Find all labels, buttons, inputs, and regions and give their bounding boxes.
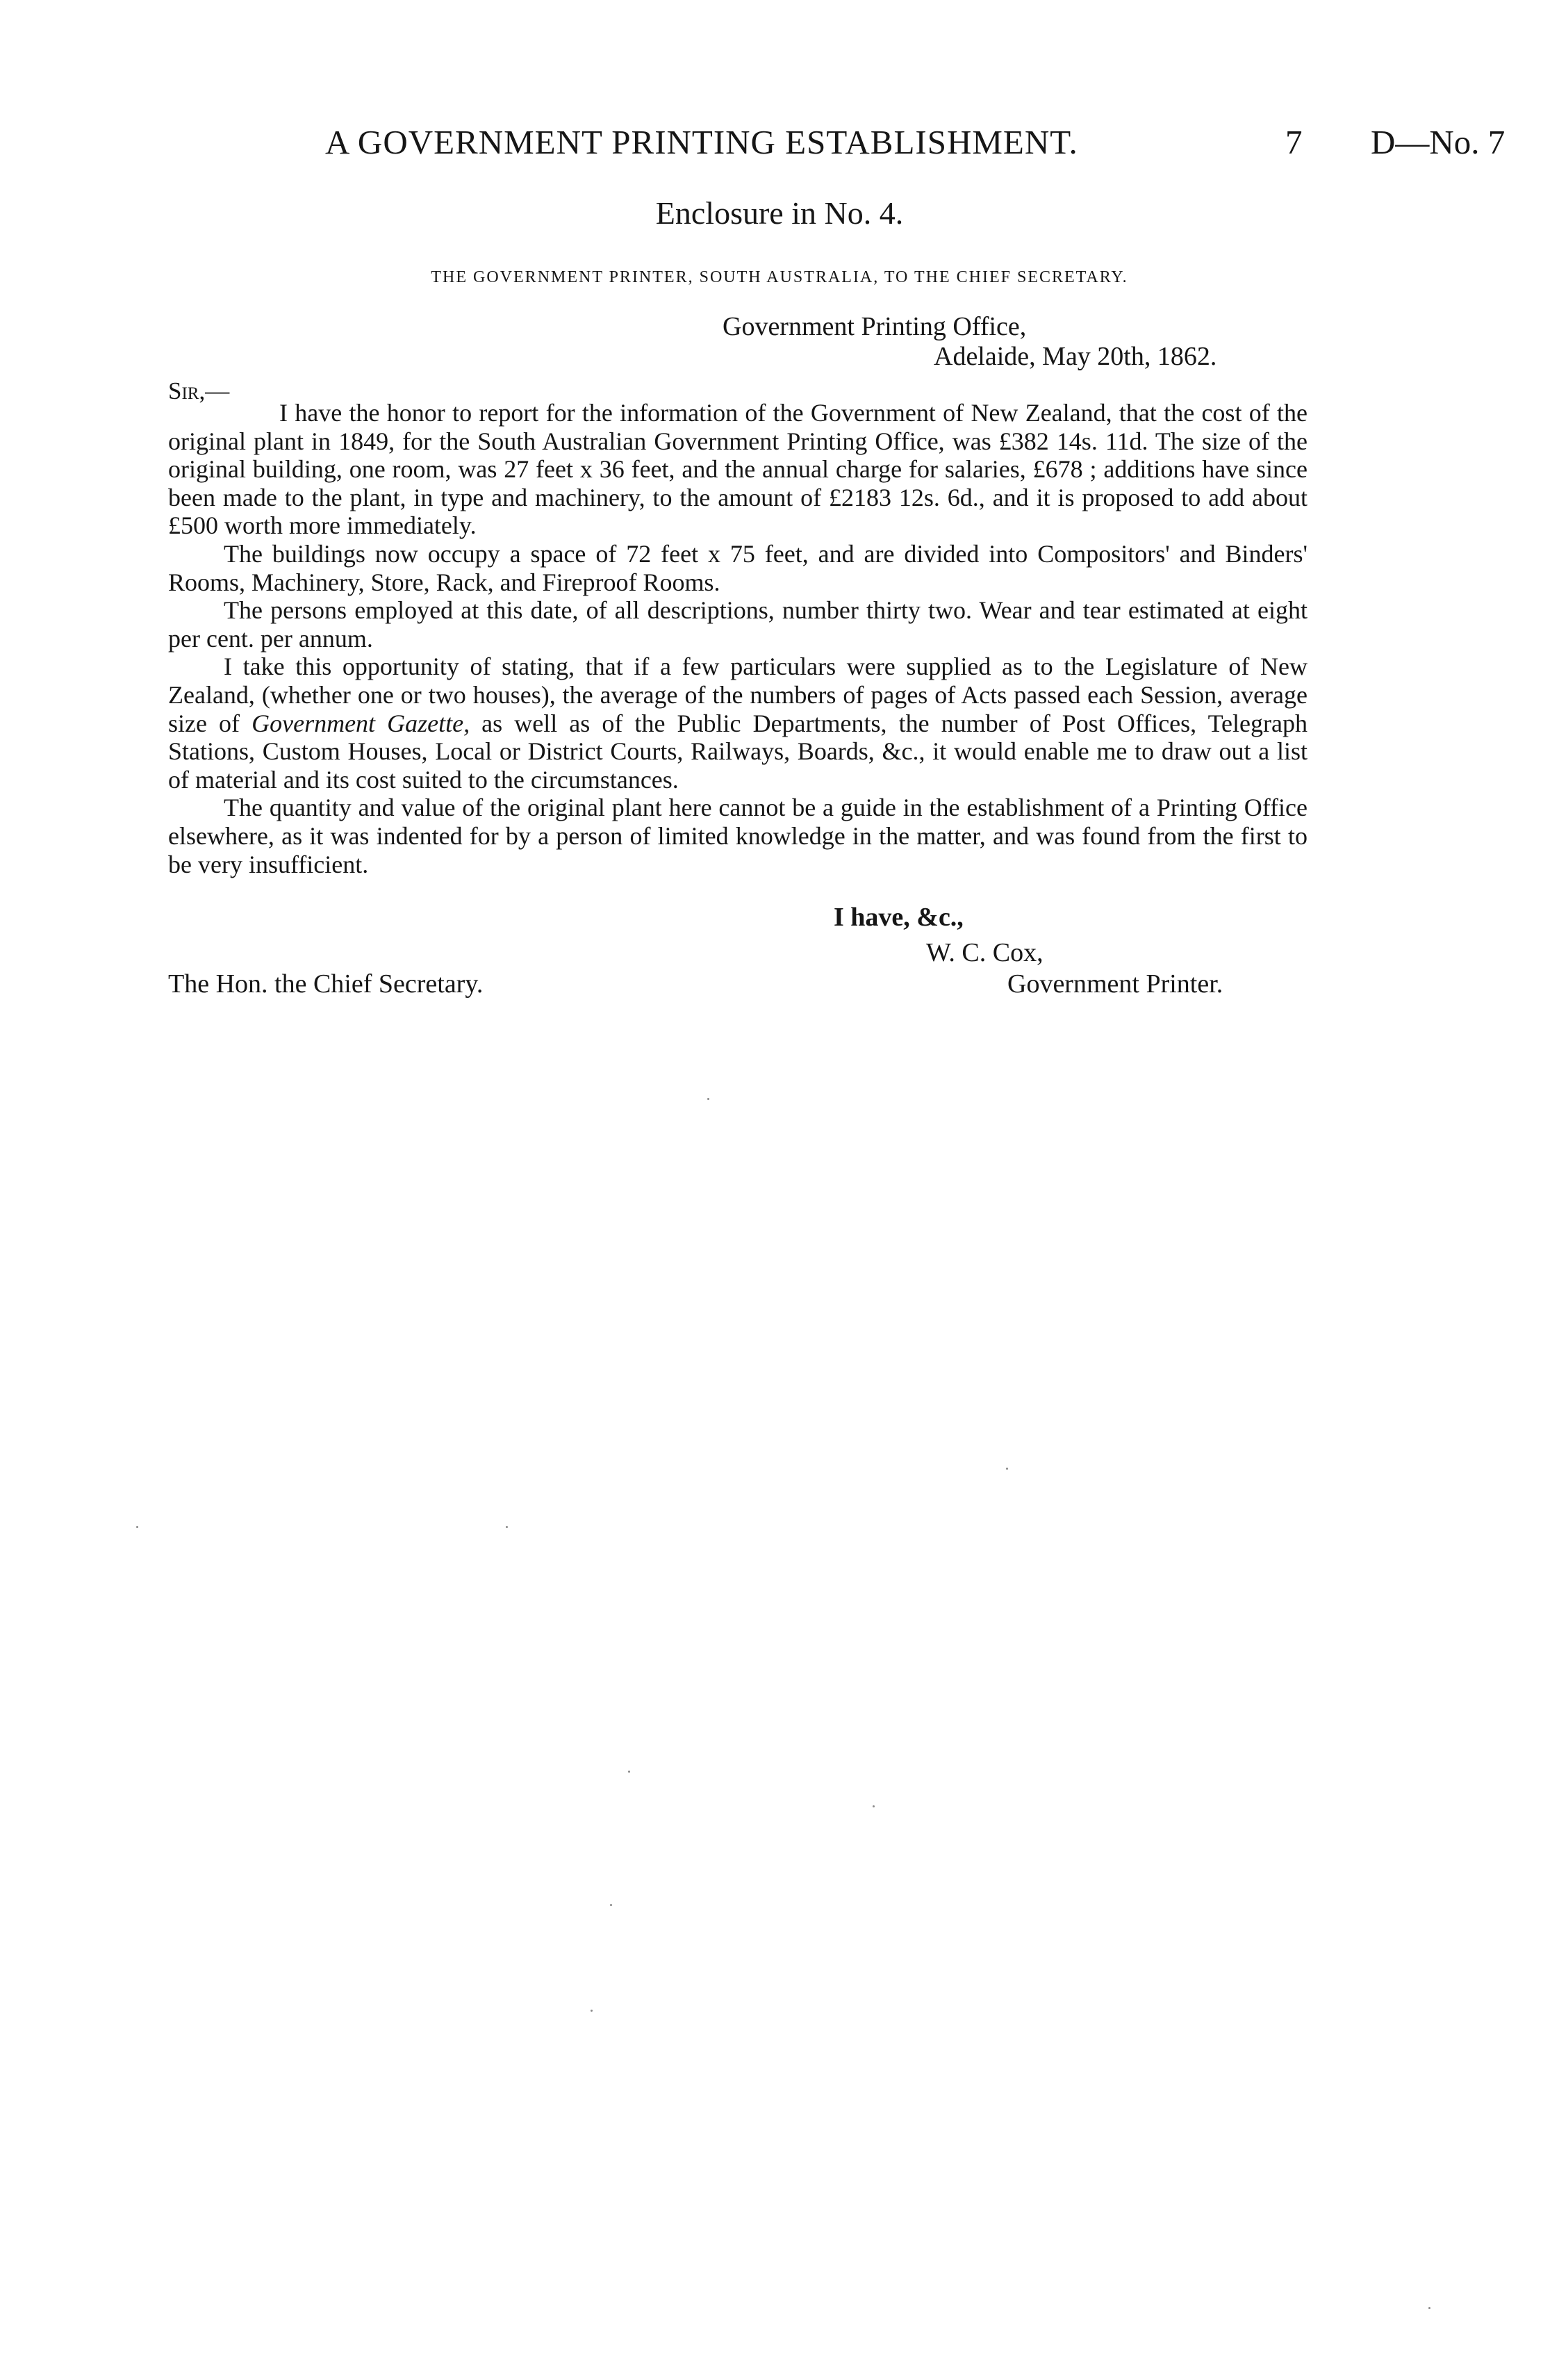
paragraph-particulars-part-2: as well as of the Public Departments, the number of Post Offices, Telegraph Stations, Custom Houses, Local or District Courts, Railways, Boards, &c., it would enable me to draw out a list of material and its cost suited to the circumstances. <box>168 709 1308 794</box>
sender-address-line-1: Government Printing Office, <box>723 312 1027 341</box>
paragraph-particulars <box>168 653 1308 794</box>
running-head-title: A GOVERNMENT PRINTING ESTABLISHMENT. <box>325 123 1078 161</box>
paragraph-original-plant: The quantity and value of the original plant here cannot be a guide in the establishment of a Printing Office elsewhere, as it was indented for by a person of limited knowledge in the matter, and was found from the first to be very insufficient. <box>168 794 1308 878</box>
signatory-title: Government Printer. <box>1007 969 1223 999</box>
page-number: 7 <box>1285 123 1303 161</box>
signatory-name: W. C. Cox, <box>926 938 1044 967</box>
scan-speck <box>707 1098 709 1100</box>
scan-speck <box>1428 2307 1430 2309</box>
sender-address-date: Adelaide, May 20th, 1862. <box>934 342 1217 371</box>
scan-speck <box>628 1771 630 1773</box>
letter-closing: I have, &c., <box>834 903 964 932</box>
scan-speck <box>136 1526 138 1528</box>
paragraph-cost-report: I have the honor to report for the information of the Government of New Zealand, that the cost of the original plant in 1849, for the South Australian Government Printing Office, was £382 14s. 11d. The size of the original building, one room, was 27 feet x 36 feet, and the annual charge for salaries, £678 ; additions have since been made to the plant, in type and machinery, to the amount of £2183 12s. 6d., and it is proposed to add about £500 worth more immediately. <box>168 399 1308 540</box>
paragraph-particulars-part-1: I take this opportunity of stating, that if a few particulars were supplied as to the Legislature of New Zealand, (whether one or two houses), the average of the numbers of pages of Acts passed each Session, average size of <box>168 653 1308 737</box>
paragraph-buildings: The buildings now occupy a space of 72 feet x 75 feet, and are divided into Compositors' and Binders' Rooms, Machinery, Store, Rack, and Fireproof Rooms. <box>168 539 1308 596</box>
enclosure-heading: Enclosure in No. 4. <box>655 195 904 231</box>
scan-speck <box>610 1904 612 1906</box>
salutation-text: Sir,— <box>168 377 230 404</box>
running-head <box>0 122 1559 171</box>
gazette-title-italic: Government Gazette, <box>251 709 470 737</box>
addressee: The Hon. the Chief Secretary. <box>168 969 484 999</box>
letter-subheading: THE GOVERNMENT PRINTER, SOUTH AUSTRALIA, TO THE CHIEF SECRETARY. <box>431 268 1128 286</box>
scan-speck <box>506 1526 508 1528</box>
scan-speck <box>873 1805 875 1807</box>
letter-body <box>168 399 1308 878</box>
paragraph-persons-employed: The persons employed at this date, of all descriptions, number thirty two. Wear and tear estimated at eight per cent. per annum. <box>168 596 1308 653</box>
scan-speck <box>591 2010 593 2012</box>
scan-speck <box>1006 1468 1008 1470</box>
document-reference: D—No. 7 <box>1371 123 1506 161</box>
